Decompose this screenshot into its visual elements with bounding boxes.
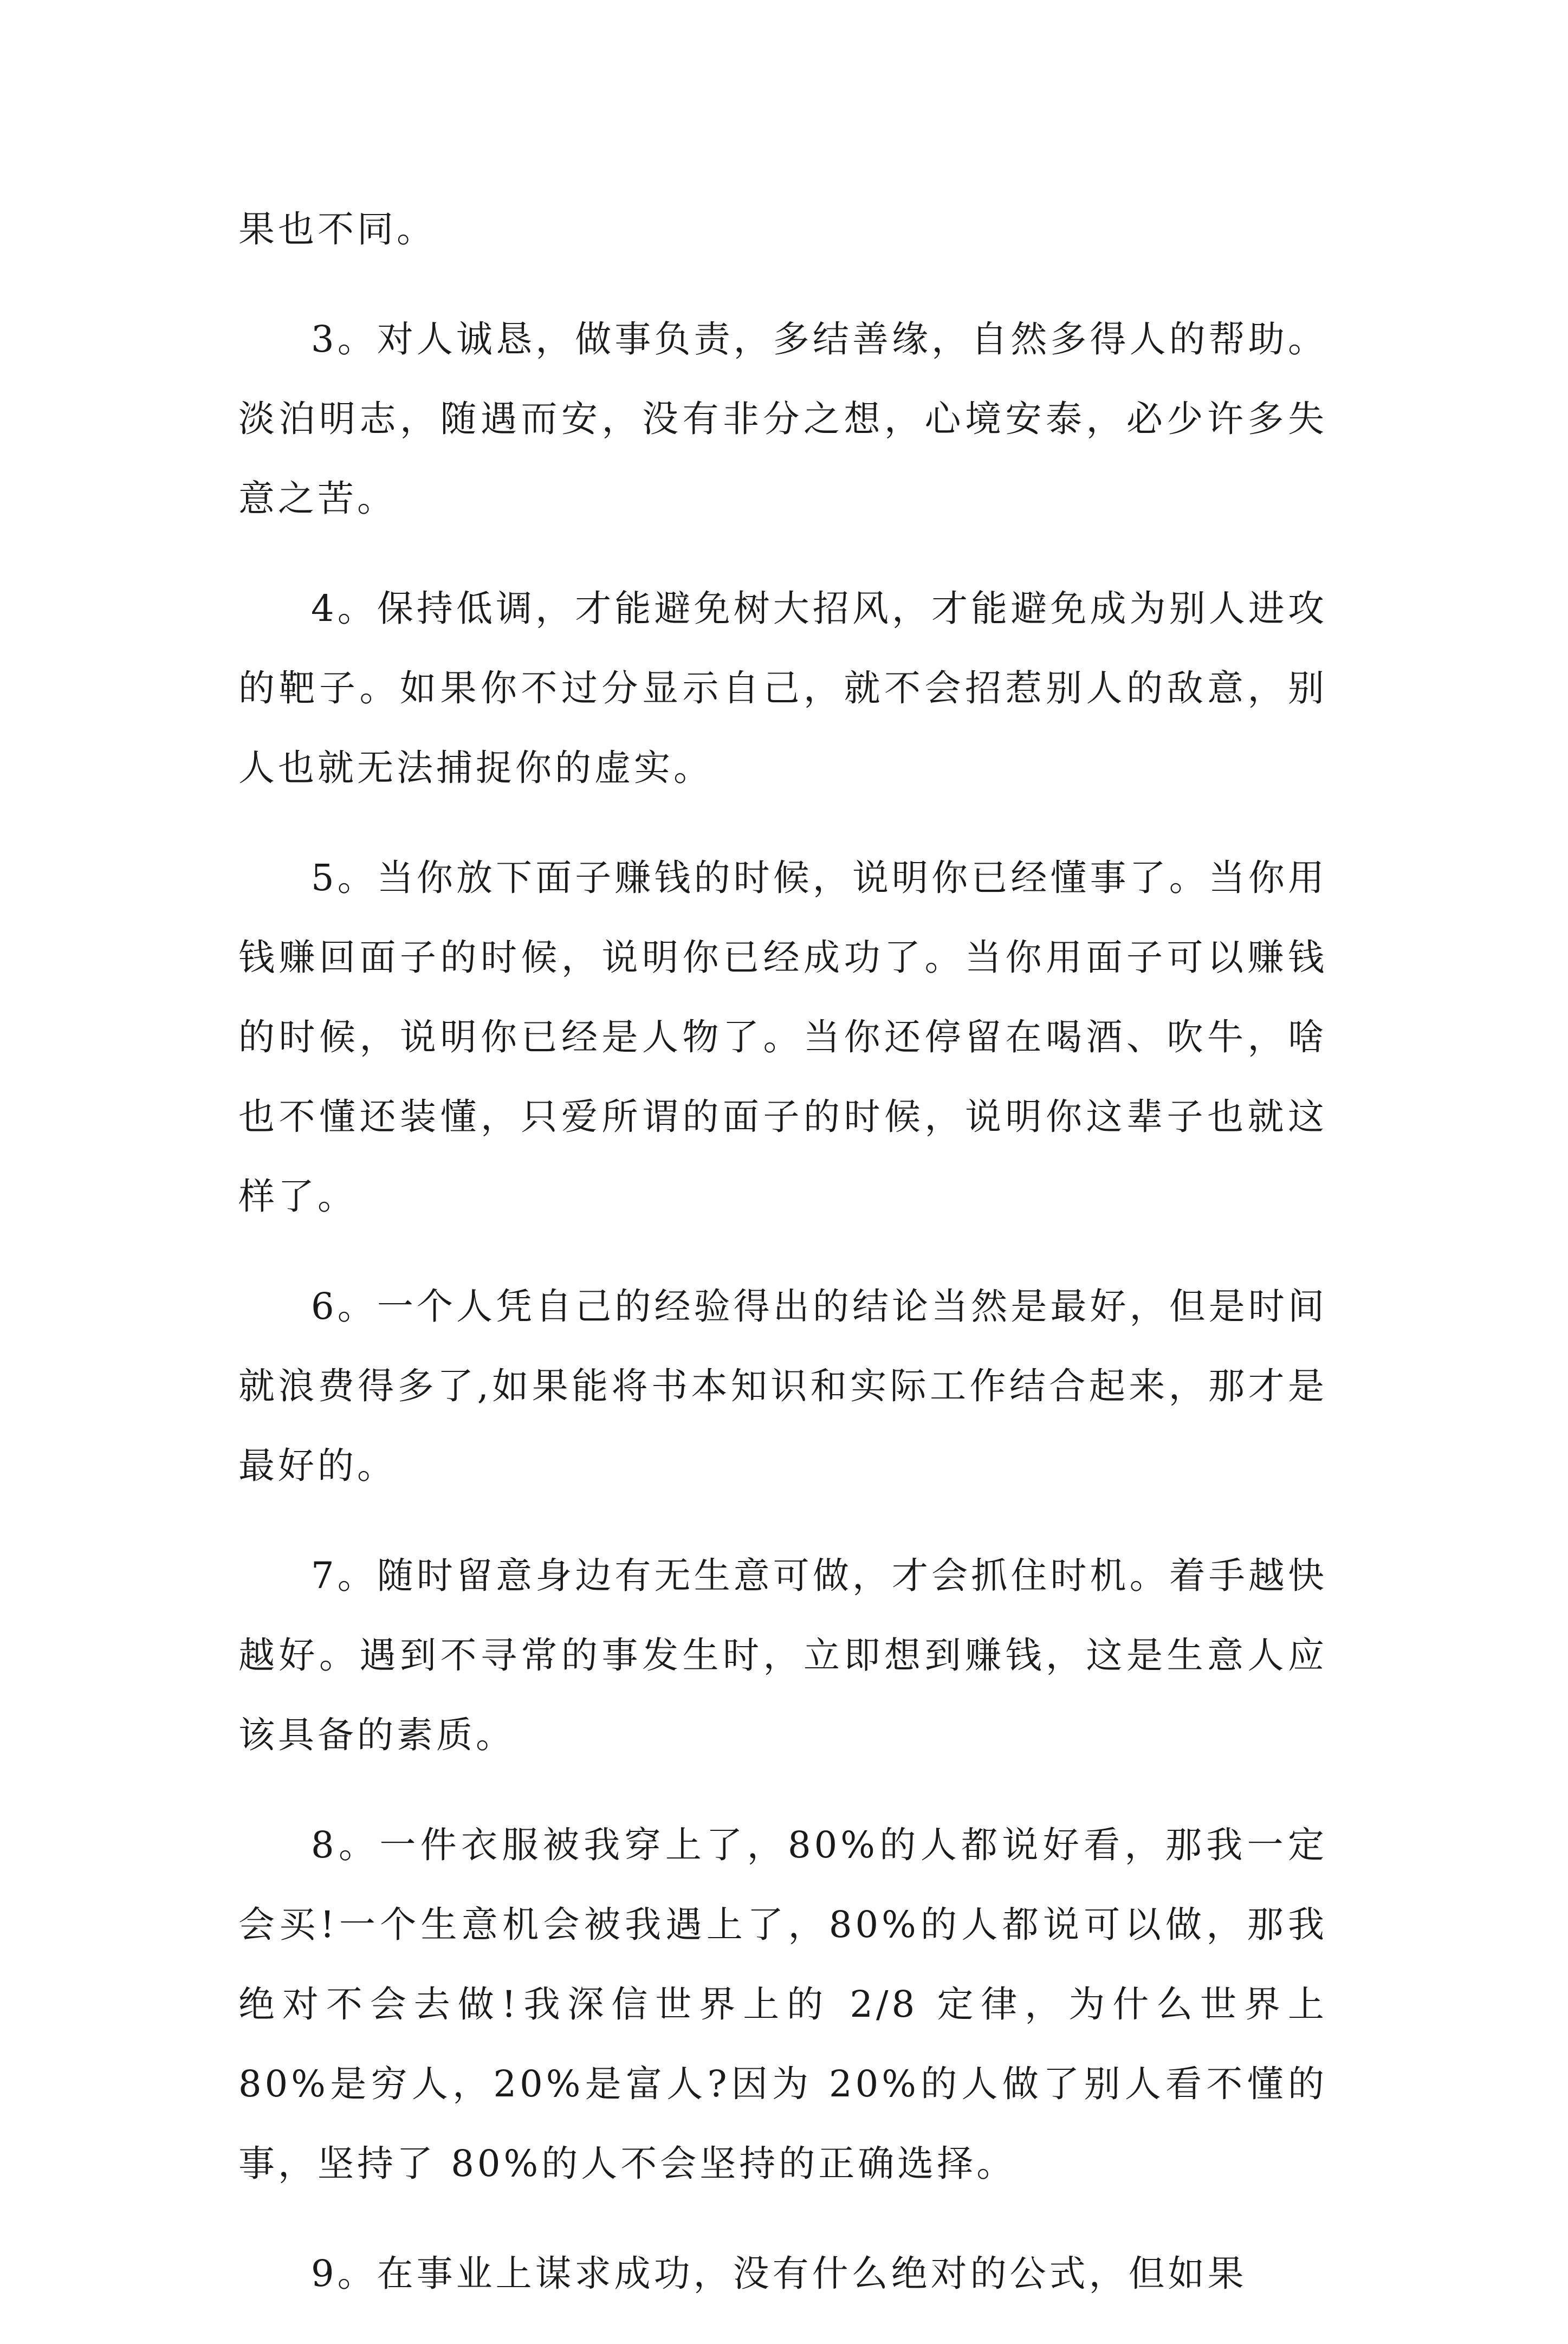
paragraph-3: 3。对人诚恳，做事负责，多结善缘，自然多得人的帮助。淡泊明志，随遇而安，没有非分之想，心境安泰，必少许多失意之苦。 <box>238 318 1327 520</box>
paragraph-6: 6。一个人凭自己的经验得出的结论当然是最好，但是时间就浪费得多了,如果能将书本知识和实际工作结合起来，那才是最好的。 <box>238 1285 1327 1487</box>
document-body <box>238 190 1327 2344</box>
paragraph-5: 5。当你放下面子赚钱的时候，说明你已经懂事了。当你用钱赚回面子的时候，说明你已经成功了。当你用面子可以赚钱的时候，说明你已经是人物了。当你还停留在喝酒、吹牛，啥也不懂还装懂，只爱所谓的面子的时候，说明你这辈子也就这样了。 <box>238 857 1327 1218</box>
paragraph-9: 9。在事业上谋求成功，没有什么绝对的公式，但如果 <box>311 2252 1247 2295</box>
paragraph-7: 7。随时留意身边有无生意可做，才会抓住时机。着手越快越好。遇到不寻常的事发生时，立即想到赚钱，这是生意人应该具备的素质。 <box>238 1555 1327 1756</box>
paragraph-8: 8。一件衣服被我穿上了，80%的人都说好看，那我一定会买!一个生意机会被我遇上了，80%的人都说可以做，那我绝对不会去做!我深信世界上的 2/8 定律，为什么世界上 80%是穷人，20%是富人?因为 20%的人做了别人看不懂的事，坚持了 80%的人不会坚持的正确选择。 <box>238 1824 1327 2185</box>
paragraph-4: 4。保持低调，才能避免树大招风，才能避免成为别人进攻的靶子。如果你不过分显示自己，就不会招惹别人的敌意，别人也就无法捕捉你的虚实。 <box>238 587 1327 789</box>
paragraph-continuation: 果也不同。 <box>238 208 436 250</box>
